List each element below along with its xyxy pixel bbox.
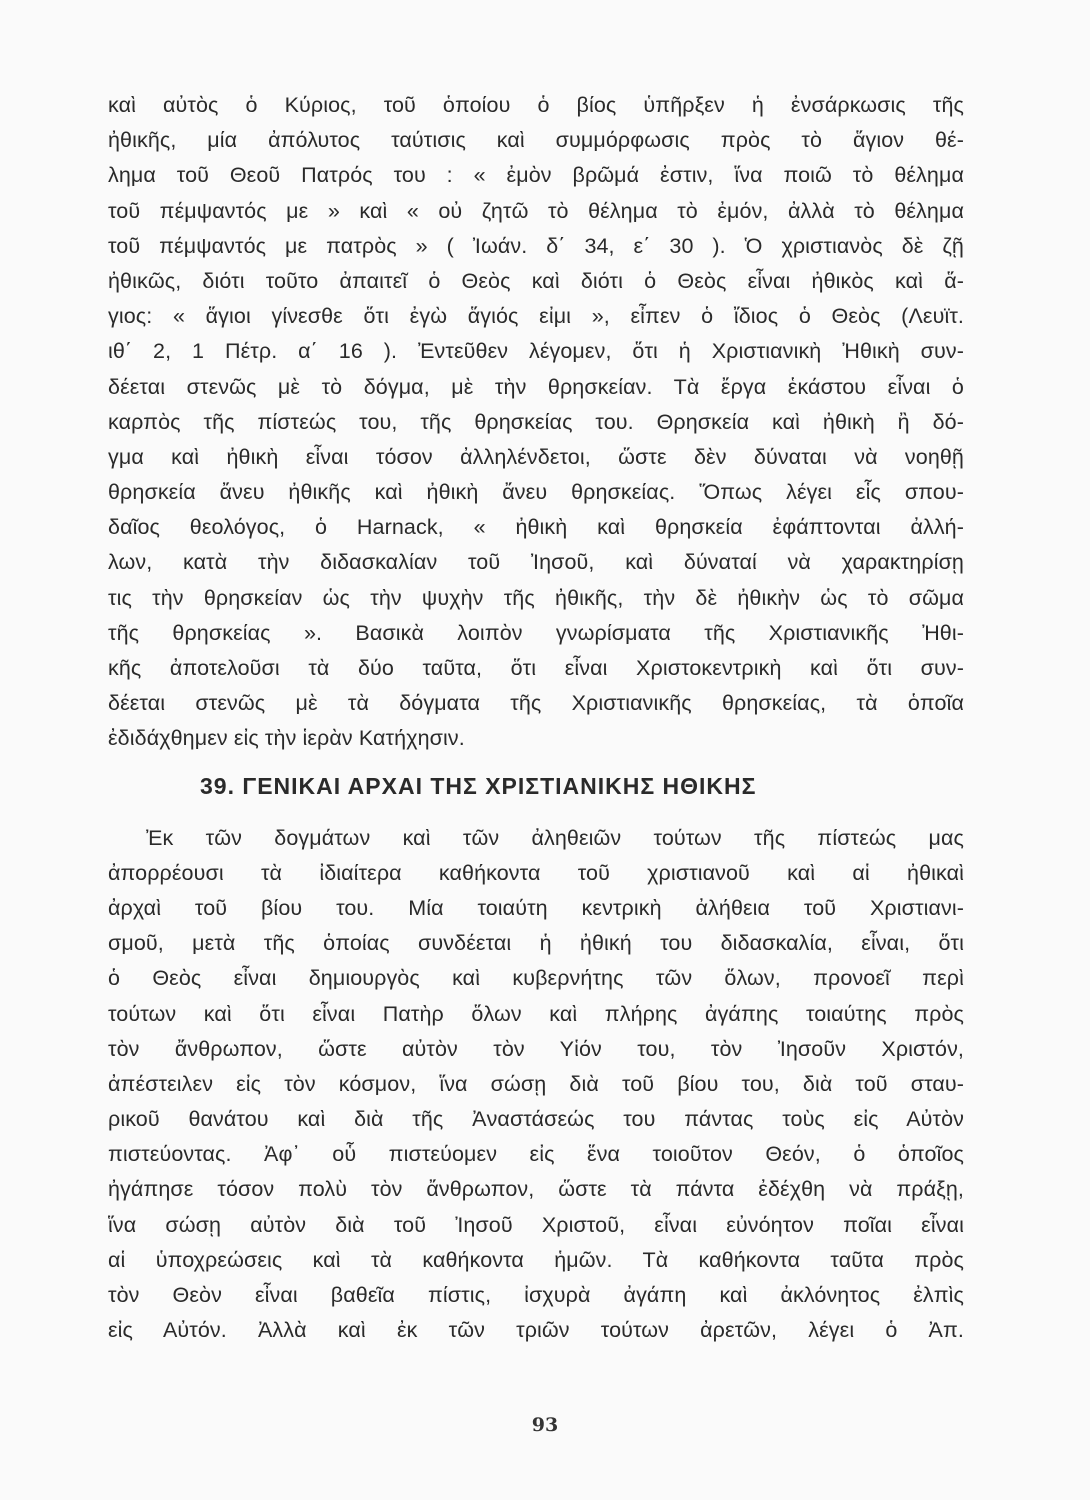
text-line: ὁ Θεὸς εἶναι δημιουργὸς καὶ κυβερνήτης τῶν ὅλων, προνοεῖ περὶ xyxy=(108,966,964,991)
text-line: τις τὴν θρησκείαν ὡς τὴν ψυχὴν τῆς ἠθικῆς, τὴν δὲ ἠθικὴν ὡς τὸ σῶμα xyxy=(108,585,964,610)
text-line: κῆς ἀποτελοῦσι τὰ δύο ταῦτα, ὅτι εἶναι Χριστοκεντρικὴ καὶ ὅτι συν- xyxy=(108,656,964,680)
text-line: καρπὸς τῆς πίστεώς του, τῆς θρησκείας του. Θρησκεία καὶ ἠθικὴ ἢ δό- xyxy=(108,409,964,434)
text-line: ἐδιδάχθημεν εἰς τὴν ἱερὰν Κατήχησιν. xyxy=(108,726,465,751)
text-line: ἀπορρέουσι τὰ ἰδιαίτερα καθήκοντα τοῦ χριστιανοῦ καὶ αἱ ἠθικαὶ xyxy=(108,860,964,885)
text-line: ἀρχαὶ τοῦ βίου του. Μία τοιαύτη κεντρικὴ ἀλήθεια τοῦ Χριστιανι- xyxy=(108,895,964,920)
text-line: θρησκεία ἄνευ ἠθικῆς καὶ ἠθικὴ ἄνευ θρησκείας. Ὅπως λέγει εἷς σπου- xyxy=(108,480,964,505)
text-line: εἰς Αὐτόν. Ἀλλὰ καὶ ἐκ τῶν τριῶν τούτων ἀρετῶν, λέγει ὁ Ἀπ. xyxy=(108,1318,964,1343)
text-line: σμοῦ, μετὰ τῆς ὁποίας συνδέεται ἡ ἠθική του διδασκαλία, εἶναι, ὅτι xyxy=(108,931,964,956)
text-line: τοῦ πέμψαντός με » καὶ « οὐ ζητῶ τὸ θέλημα τὸ ἐμόν, ἀλλὰ τὸ θέλημα xyxy=(108,198,964,223)
text-line: ἠγάπησε τόσον πολὺ τὸν ἄνθρωπον, ὥστε τὰ πάντα ἐδέχθη νὰ πράξῃ, xyxy=(108,1177,964,1202)
text-line: ιθ΄ 2, 1 Πέτρ. α΄ 16 ). Ἐντεῦθεν λέγομεν, ὅτι ἡ Χριστιανικὴ Ἠθικὴ συν- xyxy=(108,339,964,364)
text-line: γμα καὶ ἠθικὴ εἶναι τόσον ἀλληλένδετοι, ὥστε δὲν δύναται νὰ νοηθῇ xyxy=(108,444,964,469)
text-line: ἀπέστειλεν εἰς τὸν κόσμον, ἵνα σώσῃ διὰ τοῦ βίου του, διὰ τοῦ σταυ- xyxy=(108,1071,964,1096)
text-line: δέεται στενῶς μὲ τὸ δόγμα, μὲ τὴν θρησκείαν. Τὰ ἔργα ἑκάστου εἶναι ὁ xyxy=(108,374,964,399)
text-line: τὸν Θεὸν εἶναι βαθεῖα πίστις, ἰσχυρὰ ἀγάπη καὶ ἀκλόνητος ἐλπὶς xyxy=(108,1283,964,1307)
text-line: λων, κατὰ τὴν διδασκαλίαν τοῦ Ἰησοῦ, καὶ δύναταί νὰ χαρακτηρίσῃ xyxy=(108,550,964,575)
text-line: γιος: « ἅγιοι γίνεσθε ὅτι ἐγὼ ἅγιός εἰμι », εἶπεν ὁ ἴδιος ὁ Θεὸς (Λευϊτ. xyxy=(108,304,964,329)
text-line: ρικοῦ θανάτου καὶ διὰ τῆς Ἀναστάσεώς του πάντας τοὺς εἰς Αὐτὸν xyxy=(108,1107,964,1132)
text-line: πιστεύοντας. Ἀφ᾽ οὗ πιστεύομεν εἰς ἕνα τοιοῦτον Θεόν, ὁ ὁποῖος xyxy=(108,1142,964,1167)
text-line: τῆς θρησκείας ». Βασικὰ λοιπὸν γνωρίσματα τῆς Χριστιανικῆς Ἠθι- xyxy=(108,620,964,645)
page-number: 93 xyxy=(531,1414,559,1436)
paragraph-continuation xyxy=(108,88,964,757)
text-line: Ἐκ τῶν δογμάτων καὶ τῶν ἀληθειῶν τούτων τῆς πίστεώς μας xyxy=(146,825,964,850)
section-heading: 39. ΓΕΝΙΚΑΙ ΑΡΧΑΙ ΤΗΣ ΧΡΙΣΤΙΑΝΙΚΗΣ ΗΘΙΚΗΣ xyxy=(200,772,757,799)
text-line: ἠθικῆς, μία ἀπόλυτος ταύτισις καὶ συμμόρφωσις πρὸς τὸ ἅγιον θέ- xyxy=(108,128,964,153)
text-line: λημα τοῦ Θεοῦ Πατρός του : « ἐμὸν βρῶμά ἐστιν, ἵνα ποιῶ τὸ θέλημα xyxy=(108,163,964,188)
text-line: δαῖος θεολόγος, ὁ Harnack, « ἠθικὴ καὶ θρησκεία ἐφάπτονται ἀλλή- xyxy=(108,515,964,540)
text-line: τὸν ἄνθρωπον, ὥστε αὐτὸν τὸν Υἱόν του, τὸν Ἰησοῦν Χριστόν, xyxy=(108,1036,964,1061)
text-line: καὶ αὐτὸς ὁ Κύριος, τοῦ ὁποίου ὁ βίος ὑπῆρξεν ἡ ἐνσάρκωσις τῆς xyxy=(108,93,964,117)
text-line: τούτων καὶ ὅτι εἶναι Πατὴρ ὅλων καὶ πλήρης ἀγάπης τοιαύτης πρὸς xyxy=(108,1001,964,1026)
page-body xyxy=(108,88,964,1348)
paragraph-section-39 xyxy=(108,821,964,1349)
text-line: ἠθικῶς, διότι τοῦτο ἀπαιτεῖ ὁ Θεὸς καὶ διότι ὁ Θεὸς εἶναι ἠθικὸς καὶ ἅ- xyxy=(108,268,964,293)
text-line: δέεται στενῶς μὲ τὰ δόγματα τῆς Χριστιανικῆς θρησκείας, τὰ ὁποῖα xyxy=(108,691,964,716)
text-line: αἱ ὑποχρεώσεις καὶ τὰ καθήκοντα ἡμῶν. Τὰ καθήκοντα ταῦτα πρὸς xyxy=(108,1247,964,1272)
text-line: ἵνα σώσῃ αὐτὸν διὰ τοῦ Ἰησοῦ Χριστοῦ, εἶναι εὐνόητον ποῖαι εἶναι xyxy=(108,1212,964,1237)
text-line: τοῦ πέμψαντός με πατρὸς » ( Ἰωάν. δ΄ 34, ε΄ 30 ). Ὁ χριστιανὸς δὲ ζῇ xyxy=(108,233,964,258)
